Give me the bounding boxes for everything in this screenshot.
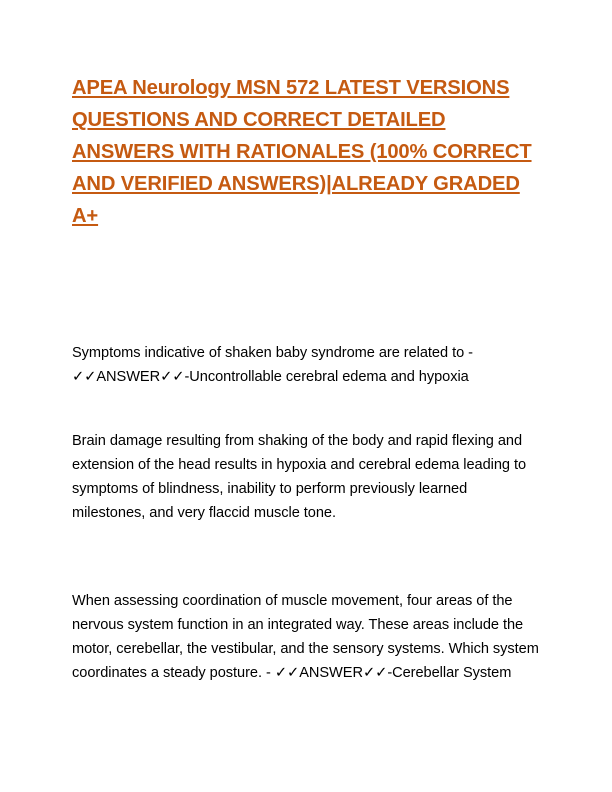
question-text: Symptoms indicative of shaken baby syndrome are related to - <box>72 345 473 361</box>
rationale-paragraph: Brain damage resulting from shaking of the body and rapid flexing and extension of the head results in hypoxia and cerebral edema leading to symptoms of blindness, inability to perform previously learned milestones, and very flaccid muscle tone. <box>72 433 527 521</box>
question-paragraph <box>72 341 540 389</box>
answer-marker: ✓✓ANSWER✓✓ <box>274 665 388 681</box>
question-paragraph <box>72 589 540 685</box>
document-title: APEA Neurology MSN 572 LATEST VERSIONS QUESTIONS AND CORRECT DETAILED ANSWERS WITH RATIONALES (100% CORRECT AND VERIFIED ANSWERS)|ALREADY GRADED A+ <box>72 77 532 227</box>
answer-text: -Cerebellar System <box>387 665 512 681</box>
answer-marker: ✓✓ANSWER✓✓ <box>72 369 185 385</box>
question-text: When assessing coordination of muscle movement, four areas of the nervous system function in an integrated way. These areas include the motor, cerebellar, the vestibular, and the sensory systems. Which system coordinates a steady posture. - <box>72 593 539 681</box>
answer-text: -Uncontrollable cerebral edema and hypoxia <box>184 369 469 385</box>
